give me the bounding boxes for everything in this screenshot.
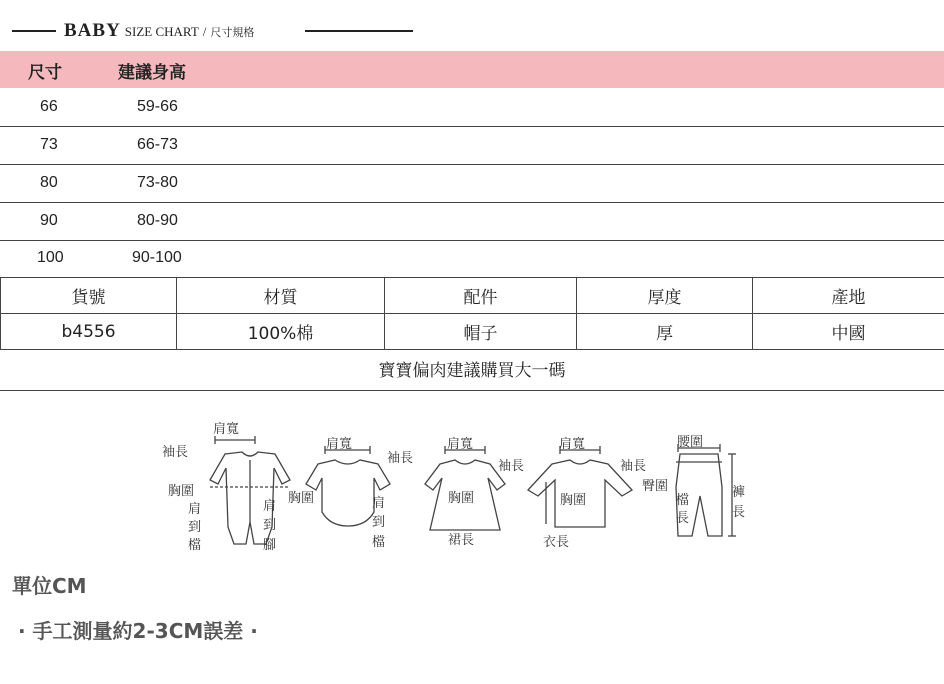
- height-cell: 73-80: [137, 174, 178, 191]
- size-table-header: [0, 51, 944, 88]
- diagram-label: 到: [188, 520, 202, 535]
- diagram-label: 腰圍: [677, 435, 704, 450]
- height-cell: 66-73: [137, 136, 178, 153]
- measurement-diagram: [150, 412, 750, 562]
- diagram-label: 袖長: [387, 451, 414, 466]
- material-header: 材質: [177, 278, 385, 314]
- diagram-label: 胸圍: [448, 491, 475, 506]
- size-cell: 73: [40, 136, 58, 153]
- diagram-label: 胸圍: [288, 491, 315, 506]
- diagram-label: 到: [372, 515, 386, 530]
- diagram-label: 腳: [263, 538, 277, 553]
- diagram-label: 袖長: [620, 459, 647, 474]
- diagram-label: 檔: [676, 493, 690, 508]
- item-number-header: 貨號: [1, 278, 177, 314]
- diagram-label: 肩寬: [213, 422, 240, 437]
- size-column-header: 尺寸: [28, 63, 62, 83]
- diagram-label: 裙長: [448, 533, 475, 548]
- table-row: [0, 89, 944, 127]
- product-info-header-row: [1, 278, 944, 314]
- size-cell: 80: [40, 174, 58, 191]
- header-separator: /: [202, 24, 207, 39]
- top-illustration: [528, 446, 632, 527]
- sizing-note: [0, 353, 944, 391]
- material-value: 100%棉: [177, 314, 385, 350]
- sizing-note-text: 寶寶偏肉建議購買大一碼: [378, 361, 566, 381]
- header-rule-right: [305, 30, 413, 32]
- dress-illustration: [425, 446, 505, 530]
- origin-value: 中國: [753, 314, 944, 350]
- table-row: [0, 203, 944, 241]
- diagram-label: 肩: [188, 502, 202, 517]
- size-cell: 90: [40, 212, 58, 229]
- diagram-label: 肩: [372, 496, 386, 511]
- product-info-value-row: [1, 314, 944, 350]
- size-chart-header: [0, 18, 944, 44]
- size-cell: 66: [40, 98, 58, 115]
- diagram-label: 臀圍: [642, 479, 669, 494]
- diagram-label: 肩寬: [326, 437, 353, 452]
- diagram-label: 肩: [263, 499, 277, 514]
- thickness-header: 厚度: [577, 278, 753, 314]
- header-title-bold: BABY: [64, 20, 121, 41]
- diagram-label: 肩寬: [559, 437, 586, 452]
- height-column-header: 建議身高: [118, 63, 186, 83]
- diagram-label: 檔: [188, 538, 202, 553]
- header-title-cn: 尺寸規格: [210, 26, 255, 39]
- height-cell: 90-100: [132, 249, 182, 266]
- diagram-label: 袖長: [498, 459, 525, 474]
- diagram-label: 長: [732, 505, 746, 520]
- table-row: [0, 127, 944, 165]
- diagram-label: 肩寬: [447, 437, 474, 452]
- diagram-label: 到: [263, 518, 277, 533]
- unit-label: 單位CM: [12, 574, 87, 598]
- header-rule-left: [12, 30, 56, 32]
- diagram-label: 胸圍: [560, 493, 587, 508]
- diagram-label: 胸圍: [168, 484, 195, 499]
- romper-footed-illustration: [210, 436, 290, 544]
- origin-header: 產地: [753, 278, 944, 314]
- accessory-value: 帽子: [385, 314, 577, 350]
- diagram-label: 衣長: [543, 535, 570, 550]
- diagram-label: 褲: [732, 485, 746, 500]
- header-title: [64, 20, 254, 42]
- bodysuit-illustration: [306, 446, 390, 526]
- height-cell: 59-66: [137, 98, 178, 115]
- thickness-value: 厚: [577, 314, 753, 350]
- table-row: [0, 165, 944, 203]
- product-info-table: [0, 277, 944, 350]
- measurement-error-note: · 手工測量約2-3CM誤差 ·: [18, 619, 258, 643]
- height-cell: 80-90: [137, 212, 178, 229]
- diagram-label: 檔: [372, 535, 386, 550]
- size-cell: 100: [37, 249, 64, 266]
- diagram-label: 長: [676, 511, 690, 526]
- diagram-label: 袖長: [162, 445, 189, 460]
- table-row: [0, 240, 944, 277]
- header-title-rest: SIZE CHART: [124, 24, 199, 39]
- accessory-header: 配件: [385, 278, 577, 314]
- item-number-value: b4556: [1, 314, 177, 350]
